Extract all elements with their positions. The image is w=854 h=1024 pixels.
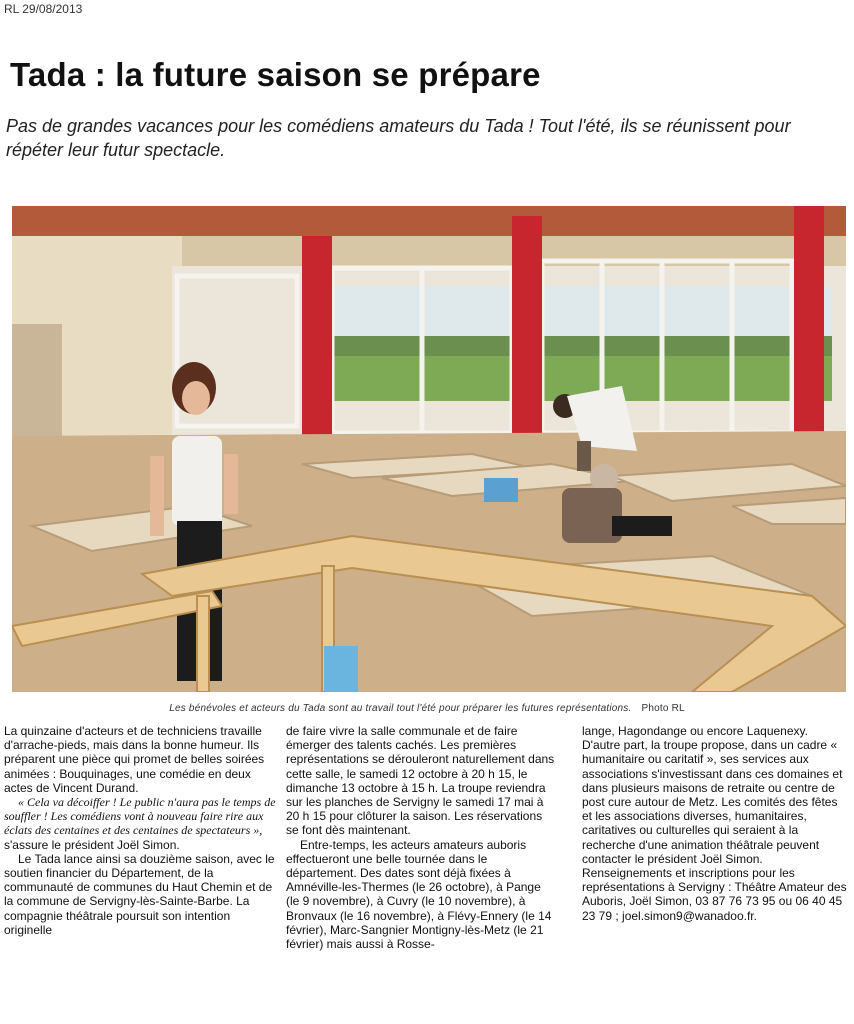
pillar-left	[302, 236, 332, 436]
article-column-2	[286, 724, 556, 951]
dateline: RL 29/08/2013	[4, 2, 83, 16]
article-headline: Tada : la future saison se prépare	[10, 56, 541, 93]
paragraph: Entre-temps, les acteurs amateurs auboris effectueront une belle tournée dans le département. Des dates sont déjà fixées à Amnéville-les-Thermes (le 26 octobre), à Pange (le 9 novembre), à Cuvry (le 10 novembre), à Bronvaux (le 16 novembre), à Flévy-Ennery (le 14 février), Marc-Sangnier Montigny-lès-Metz (le 21 février) mais aussi à Rosse-	[286, 837, 552, 952]
paragraph: lange, Hagondange ou encore Laquenexy.	[582, 724, 808, 738]
pillar-right	[794, 206, 824, 441]
blue-stool	[324, 646, 358, 692]
quote-paragraph	[4, 795, 276, 852]
article-standfirst: Pas de grandes vacances pour les comédiens amateurs du Tada ! Tout l'été, ils se réunissent pour répéter leur futur spectacle.	[6, 116, 791, 160]
paragraph: La quinzaine d'acteurs et de techniciens travaille d'arrache-pieds, mais dans la bonne humeur. Ils préparent une pièce qui promet de belles soirées animées : Bouquinages, une comédie en deux actes de Vincent Durand.	[4, 724, 265, 795]
quote-attribution: s'assure le président Joël Simon.	[4, 837, 180, 852]
article-column-1	[4, 724, 276, 937]
bucket	[484, 478, 518, 502]
paragraph: Le Tada lance ainsi sa douzième saison, avec le soutien financier du Département, de la communauté de communes du Haut Chemin et de la commune de Servigny-lès-Sainte-Barbe. La compagnie théâtrale poursuit son intention originelle	[4, 851, 275, 937]
ceiling-beam	[12, 206, 846, 236]
trees	[332, 336, 832, 356]
rehearsal-hall-illustration	[12, 206, 846, 692]
article-photo	[12, 206, 846, 692]
quote-text: « Cela va décoiffer ! Le public n'aura pas le temps de souffler ! Les comédiens vont à nouveau faire rire aux éclats des centaines et des centaines de spectateurs »,	[4, 795, 276, 838]
pillar-middle	[512, 216, 542, 436]
caption-text: Les bénévoles et acteurs du Tada sont au travail tout l'été pour préparer les futures représentations.	[169, 703, 632, 714]
left-door	[12, 324, 62, 444]
article-column-3	[582, 724, 850, 923]
photo-credit: Photo RL	[641, 703, 685, 714]
paragraph: D'autre part, la troupe propose, dans un cadre « humanitaire ou caritatif », ses services aux associations s'investissant dans ces domaines et dans plusieurs maisons de retraite ou centre de post cure autour de Metz. Les comités des fêtes et les associations diverses, humanitaires, caritatives ou culturelles qui seraient à la recherche d'une animation théâtrale peuvent contacter le président Joël Simon.	[582, 738, 843, 866]
paragraph: de faire vivre la salle communale et de faire émerger des talents cachés. Les premières représentations se dérouleront naturellement dans cette salle, le samedi 12 octobre à 20 h 15, le dimanche 13 octobre à 15 h. La troupe reviendra sur les planches de Servigny le samedi 17 mai à 20 h 15 pour clôturer la saison. Les réservations se font dès maintenant.	[286, 724, 555, 838]
paragraph: Renseignements et inscriptions pour les représentations à Servigny : Théâtre Amateur des Auboris, Joël Simon, 03 87 76 73 95 ou 06 40 45 23 79 ; joel.simon9@wanadoo.fr.	[582, 866, 847, 923]
photo-caption	[0, 703, 854, 714]
